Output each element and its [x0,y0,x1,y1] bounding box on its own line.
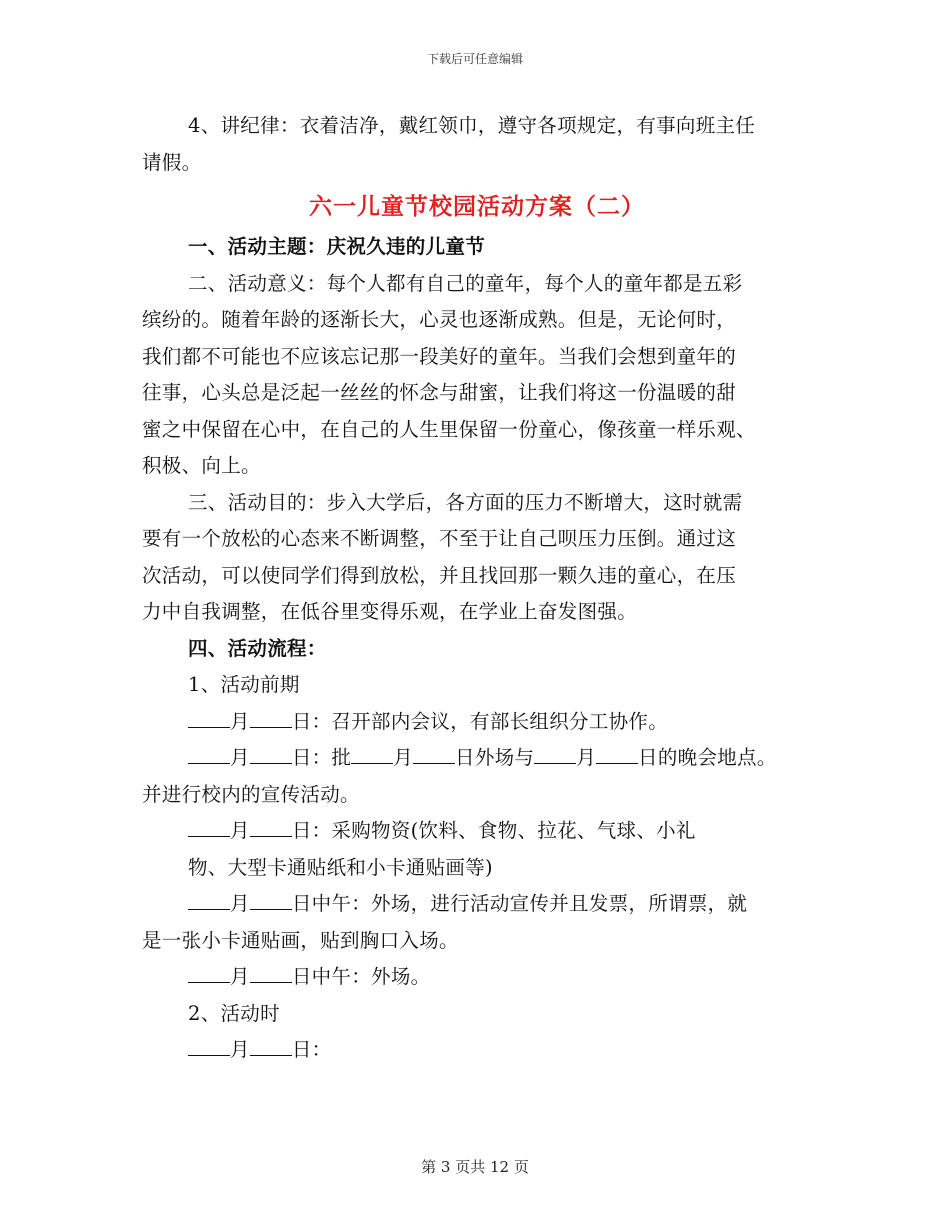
stage-1-item-4-cont: 是一张小卡通贴画，贴到胸口入场。 [142,928,459,952]
item-text: 日：召开部内会议，有部长组织分工协作。 [291,709,669,733]
meaning-line-4: 往事，心头总是泛起一丝丝的怀念与甜蜜，让我们将这一份温暖的甜 [142,381,737,404]
date-blank [413,745,455,764]
meaning-line-1: 二、活动意义：每个人都有自己的童年，每个人的童年都是五彩 [188,271,743,295]
month-label: 月 [393,746,414,769]
stage-1-item-3-cont: 物、大型卡通贴纸和小卡通贴画等) [188,855,493,879]
purpose-line-2: 要有一个放松的心态来不断调整，不至于让自己呗压力压倒。通过这 [142,527,737,550]
item-text: 日： [291,1038,332,1061]
item-text: 日：批 [291,746,352,769]
stage-1-item-2-cont: 并进行校内的宣传活动。 [142,782,360,806]
item-text: 日的晚会地点。 [638,746,777,769]
date-blank [250,1037,292,1056]
stage-2-item-1 [142,1032,812,1069]
intro-line-1: 4、讲纪律：衣着洁净，戴红领巾，遵守各项规定，有事向班主任 [188,114,756,137]
date-blank [188,891,230,910]
item-text: 日中午：外场。 [291,965,431,988]
date-blank [250,709,292,728]
date-blank [596,745,638,764]
stage-1-item-2 [142,740,812,777]
section-title: 六一儿童节校园活动方案（二） [309,193,645,220]
month-label: 月 [230,819,250,842]
stage-1-item-1 [142,704,812,741]
process-heading: 四、活动流程： [188,636,327,660]
purpose-line-4: 力中自我调整，在低谷里变得乐观，在学业上奋发图强。 [142,600,638,623]
month-label: 月 [576,746,597,769]
purpose-line-3: 次活动，可以使同学们得到放松，并且找回那一颗久违的童心，在压 [142,563,737,587]
date-blank [250,745,292,764]
purpose-line-1: 三、活动目的：步入大学后，各方面的压力不断增大，这时就需 [188,490,743,514]
date-blank [188,709,230,728]
date-blank [351,745,393,764]
intro-line-2: 请假。 [142,150,202,174]
meaning-line-3: 我们都不可能也不应该忘记那一段美好的童年。当我们会想到童年的 [142,344,737,368]
theme-heading: 一、活动主题：庆祝久违的儿童节 [188,235,486,258]
date-blank [188,818,230,837]
item-text: 日中午：外场，进行活动宣传并且发票，所谓票，就 [291,892,748,915]
date-blank [250,964,292,983]
date-blank [188,1037,230,1056]
item-text: 日外场与 [455,746,535,769]
month-label: 月 [230,965,250,988]
date-blank [250,891,292,910]
date-blank [188,745,230,764]
meaning-line-5: 蜜之中保留在心中，在自己的人生里保留一份童心，像孩童一样乐观、 [142,417,756,441]
date-blank [188,964,230,983]
stage-1-item-5 [142,959,812,996]
stage-1-item-4 [142,886,812,923]
month-label: 月 [230,709,250,733]
stage-2-heading: 2、活动时 [188,1001,280,1025]
stage-1-item-3 [142,813,812,850]
month-label: 月 [230,746,250,769]
page-header: 下载后可任意编辑 [426,52,523,66]
page-footer: 第 3 页共 12 页 [421,1158,529,1176]
stage-1-heading: 1、活动前期 [188,673,300,696]
item-text: 日：采购物资(饮料、食物、拉花、气球、小礼 [291,819,696,842]
date-blank [534,745,576,764]
meaning-line-6: 积极、向上。 [142,454,261,477]
meaning-line-2: 缤纷的。随着年龄的逐渐长大，心灵也逐渐成熟。但是，无论何时， [142,308,737,331]
month-label: 月 [230,1038,250,1061]
date-blank [250,818,292,837]
month-label: 月 [230,892,250,915]
document-body [142,108,812,1069]
